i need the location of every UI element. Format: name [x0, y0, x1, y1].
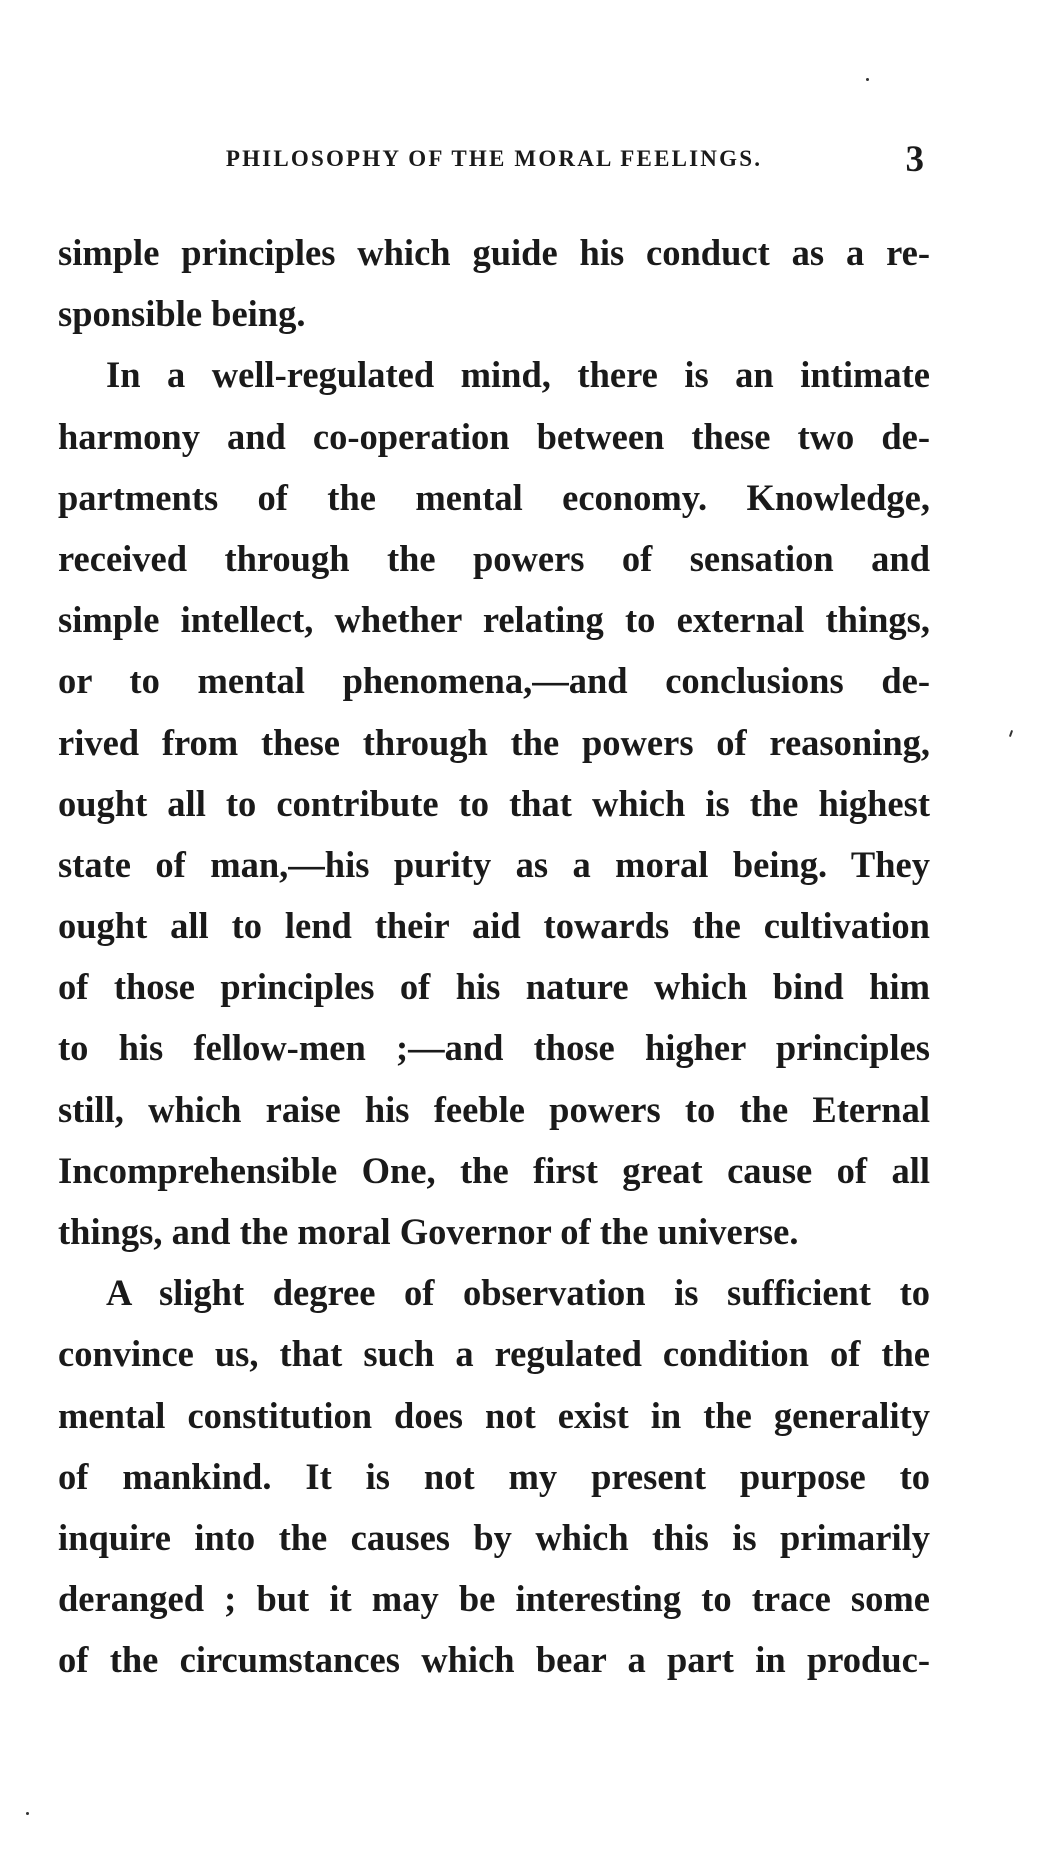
text-line: ought all to contribute to that which is the highest: [58, 782, 930, 824]
text-line: rived from these through the powers of reasoning,: [58, 721, 930, 763]
text-line: ought all to lend their aid towards the cultivation: [58, 905, 930, 947]
body-text: [58, 222, 930, 1691]
running-head: [58, 138, 930, 188]
print-speck: [26, 1812, 29, 1815]
text-line: simple intellect, whether relating to external things,: [58, 599, 930, 641]
print-speck: [866, 78, 869, 81]
running-title: PHILOSOPHY OF THE MORAL FEELINGS.: [225, 146, 763, 171]
text-line: inquire into the causes by which this is primarily: [58, 1516, 930, 1558]
text-line: or to mental phenomena,—and conclusions de-: [58, 660, 930, 702]
text-line: In a well-regulated mind, there is an intimate: [106, 354, 930, 396]
text-line: things, and the moral Governor of the universe.: [58, 1211, 799, 1252]
text-line: simple principles which guide his conduct as a re-: [58, 232, 930, 273]
text-line: sponsible being.: [58, 293, 306, 335]
text-line: still, which raise his feeble powers to the Eternal: [58, 1088, 930, 1130]
text-line: to his fellow-men ;—and those higher principles: [58, 1027, 930, 1069]
text-line: state of man,—his purity as a moral being. They: [58, 843, 930, 885]
text-line: convince us, that such a regulated condition of the: [58, 1333, 930, 1375]
text-line: partments of the mental economy. Knowledge,: [58, 476, 930, 518]
text-line: A slight degree of observation is sufficient to: [106, 1272, 930, 1314]
text-line: of the circumstances which bear a part in produc-: [58, 1639, 930, 1681]
text-line: harmony and co-operation between these two de-: [58, 415, 930, 457]
text-line: received through the powers of sensation and: [58, 537, 930, 579]
text-line: of those principles of his nature which bind him: [58, 966, 930, 1008]
page-number: 3: [905, 139, 924, 180]
text-line: mental constitution does not exist in the generality: [58, 1394, 930, 1436]
text-line: of mankind. It is not my present purpose to: [58, 1455, 930, 1497]
text-line: deranged ; but it may be interesting to trace some: [58, 1578, 930, 1620]
print-speck: [1009, 730, 1013, 737]
text-line: Incomprehensible One, the first great cause of all: [58, 1149, 930, 1191]
